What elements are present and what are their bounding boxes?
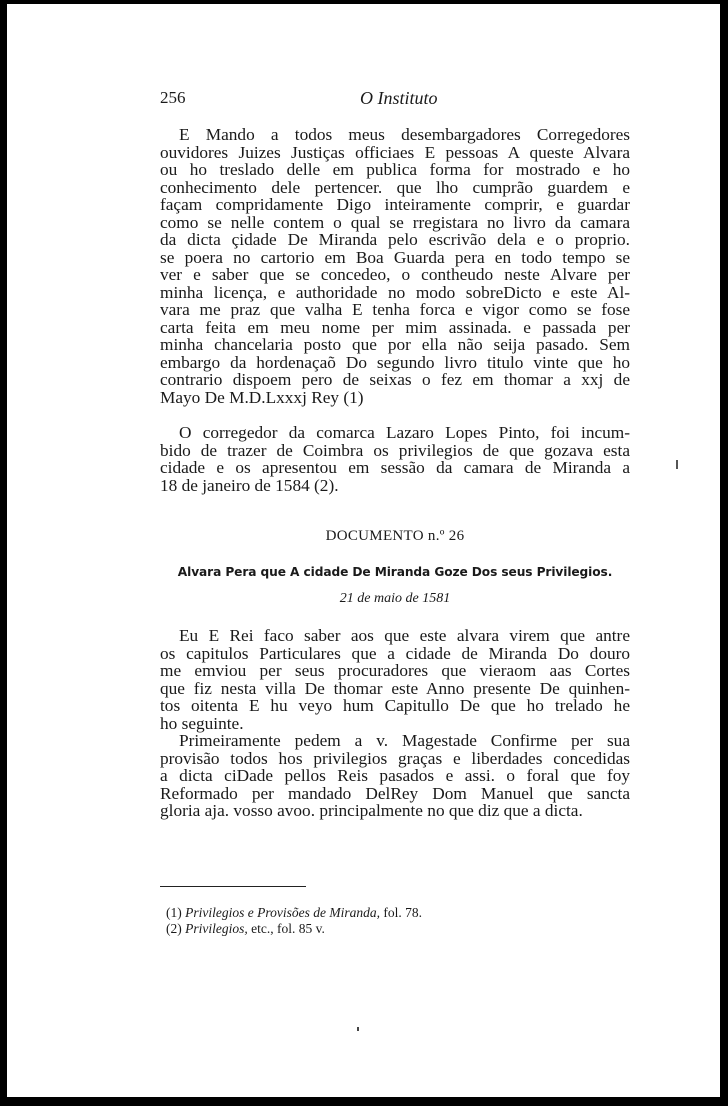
text-line: a dicta ciDade pellos Reis pasados e assi. o foral que foy: [160, 766, 630, 785]
text-line: como se nelle contem o qual se rregistara no livro da camara: [160, 212, 630, 232]
document-heading: DOCUMENTO n.º 26: [325, 528, 465, 544]
running-head: [160, 88, 630, 118]
scan-speck: [676, 460, 678, 469]
text-line: façam compridamente Digo inteiramente comprir, e guardar: [160, 195, 630, 214]
text-line: tos oitenta E hu veyo hum Capitullo De que ho trelado he: [160, 696, 630, 715]
text-line: conhecimento dele pertencer. que lho cumprão guardem e: [160, 177, 630, 197]
footnotes: [166, 905, 422, 937]
footnote: [166, 905, 422, 921]
paragraph-4: [160, 732, 630, 820]
text-line: O corregedor da comarca Lazaro Lopes Pinto, foi incum-: [179, 423, 630, 442]
text-line: ouvidores Juizes Justiças officiaes E pessoas A queste Alvara: [160, 142, 630, 162]
page-body: [160, 88, 630, 820]
footnote-source: Privilegios,: [185, 921, 248, 936]
document-title: Alvara Pera que A cidade De Miranda Goze Dos seus Privilegios.: [177, 565, 613, 579]
text-line: carta feita em meu nome per mim assinada. e passada per: [160, 317, 630, 337]
text-line: ou ho treslado delle em publica forma for mostrado e ho: [160, 160, 630, 179]
text-line: embargo da hordenaçaõ Do segundo livro titulo vinte que ho: [160, 352, 630, 372]
page-number: 256: [160, 88, 186, 107]
text-line: Mayo De M.D.Lxxxj Rey (1): [160, 387, 364, 407]
document-date: 21 de maio de 1581: [339, 591, 451, 606]
paragraph-1: [160, 126, 630, 406]
paragraph-2: [160, 424, 630, 494]
text-line: gloria aja. vosso avoo. principalmente no que diz que a dicta.: [160, 801, 583, 820]
text-line: se poera no cartorio em Boa Guarda pera en todo tempo se: [160, 247, 630, 267]
text-line: me emviou per seus procuradores que vieraom aas Cortes: [160, 661, 630, 680]
scan-border-right: [720, 0, 728, 1106]
text-line: contrario dispoem pero de seixas o fez em thomar a xxj de: [160, 370, 630, 389]
text-line: minha chancelaria posto que por ella não seija pasado. Sem: [160, 335, 630, 354]
text-line: Primeiramente pedem a v. Magestade Confirme per sua: [179, 731, 630, 750]
running-title: O Instituto: [360, 88, 438, 108]
text-line: os capitulos Particulares que a cidade de Miranda Do douro: [160, 643, 630, 663]
text-line: minha licença, e authoridade no modo sobreDicto e este Al-: [160, 282, 630, 302]
scan-border-left: [0, 0, 7, 1106]
scan-speck: [357, 1027, 359, 1031]
text-line: ver e saber que se concedeo, o contheudo neste Alvare per: [160, 265, 630, 284]
scan-border-top: [0, 0, 728, 4]
text-line: Eu E Rei faco saber aos que este alvara virem que antre: [179, 626, 630, 645]
text-line: 18 de janeiro de 1584 (2).: [160, 475, 339, 495]
text-line: que fiz nesta villa De thomar este Anno presente De quinhen-: [160, 678, 630, 698]
text-line: bido de trazer de Coimbra os privilegios de que gozava esta: [160, 440, 630, 460]
footnote-mark: (1): [166, 905, 186, 920]
footnote-mark: (2): [166, 921, 186, 936]
text-line: da dicta çidade De Miranda pelo escrivão dela e o proprio.: [160, 230, 630, 249]
footnote-rule: [160, 886, 306, 887]
paragraph-3: [160, 627, 630, 732]
footnote-source: Privilegios e Provisões de Miranda,: [185, 905, 380, 920]
text-line: ho seguinte.: [160, 713, 244, 733]
text-line: E Mando a todos meus desembargadores Corregedores: [179, 125, 630, 144]
footnote-detail: etc., fol. 85 v.: [247, 921, 325, 936]
footnote: [166, 921, 422, 937]
text-line: cidade e os apresentou em sessão da camara de Miranda a: [160, 458, 630, 477]
scan-border-bottom: [0, 1097, 728, 1106]
text-line: vara me praz que valha E tenha forca e vigor como se fose: [160, 300, 630, 319]
text-line: provisão todos hos privilegios graças e liberdades concedidas: [160, 748, 630, 768]
footnote-detail: fol. 78.: [379, 905, 422, 920]
text-line: Reformado per mandado DelRey Dom Manuel que sancta: [160, 783, 630, 803]
